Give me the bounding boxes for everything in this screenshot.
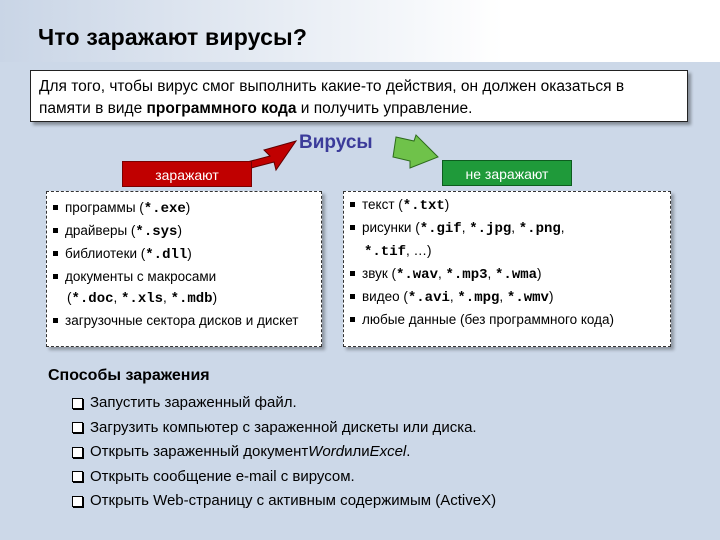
list-item: библиотеки (*.dll): [53, 243, 315, 266]
list-item: Загрузить компьютер с зараженной дискеты или диска.: [72, 416, 496, 441]
noinfect-list-box: [343, 191, 671, 347]
list-item: любые данные (без программного кода): [350, 309, 664, 330]
list-item: звук (*.wav, *.mp3, *.wma): [350, 263, 664, 286]
noinfect-tag: не заражают: [442, 160, 572, 186]
list-item: программы (*.exe): [53, 197, 315, 220]
list-item: видео (*.avi, *.mpg, *.wmv): [350, 286, 664, 309]
intro-bold: программного кода: [146, 100, 297, 117]
methods-title: Способы заражения: [48, 367, 210, 384]
list-item: рисунки (*.gif, *.jpg, *.png, *.tif, …): [350, 217, 664, 263]
checkbox-bullet-icon: [72, 398, 83, 409]
list-item: Открыть зараженный документ Word или Excel .: [72, 440, 496, 465]
checkbox-bullet-icon: [72, 471, 83, 482]
methods-list: [72, 391, 496, 514]
infect-list-box: [46, 191, 322, 347]
list-item: Запустить зараженный файл.: [72, 391, 496, 416]
intro-text: Для того, чтобы вирус смог выполнить какие-то действия, он должен оказаться в памяти в виде: [39, 78, 625, 117]
viruses-label: Вирусы: [299, 132, 373, 153]
list-item: документы с макросами (*.doc, *.xls, *.mdb): [53, 266, 315, 310]
checkbox-bullet-icon: [72, 496, 83, 507]
checkbox-bullet-icon: [72, 447, 83, 458]
list-item: Открыть сообщение e-mail с вирусом.: [72, 465, 496, 490]
green-arrow-icon: [393, 135, 438, 168]
list-item: текст (*.txt): [350, 194, 664, 217]
list-item: загрузочные сектора дисков и дискет: [53, 310, 315, 331]
checkbox-bullet-icon: [72, 422, 83, 433]
intro-text-end: и получить управление.: [296, 100, 473, 117]
list-item: драйверы (*.sys): [53, 220, 315, 243]
infect-tag: заражают: [122, 161, 252, 187]
list-item: Открыть Web-страницу с активным содержимым (ActiveX): [72, 489, 496, 514]
page-title: Что заражают вирусы?: [38, 24, 308, 50]
